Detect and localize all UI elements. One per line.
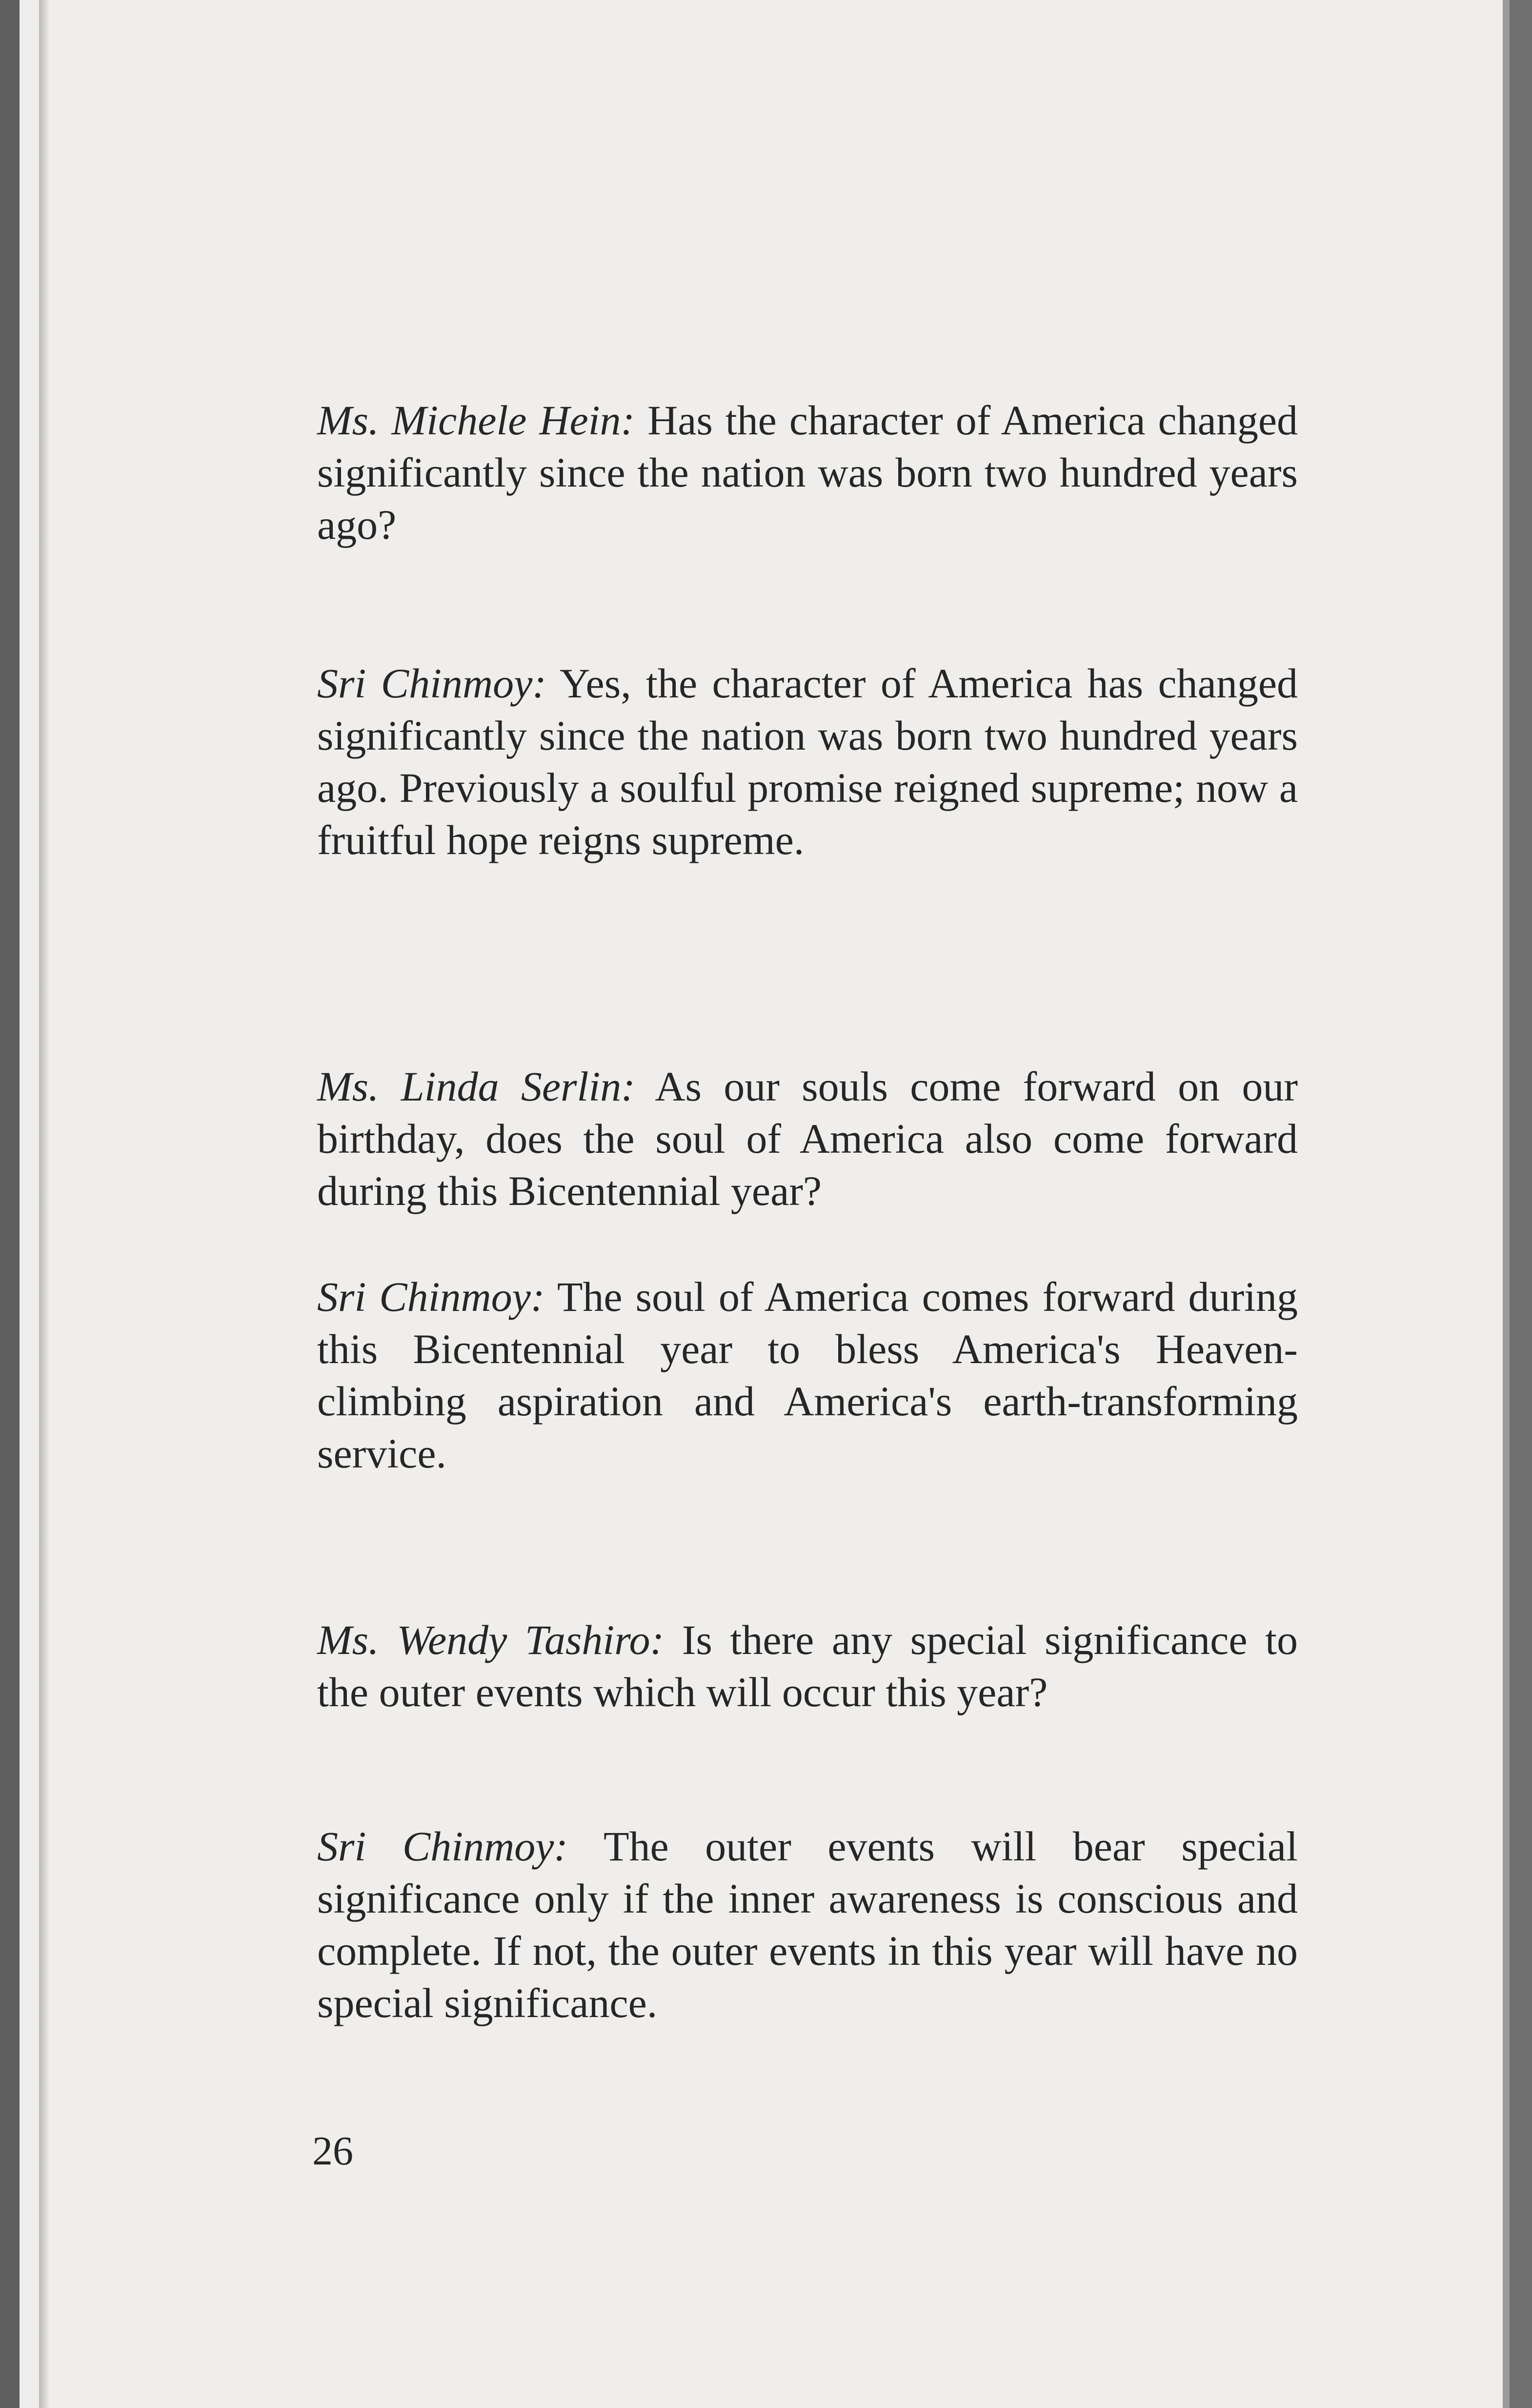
question-2 <box>317 1061 1298 1217</box>
question-3 <box>317 1614 1298 1718</box>
page-edge-shadow <box>39 0 50 2408</box>
speaker-name: Ms. Michele Hein: <box>317 397 635 444</box>
speaker-name: Ms. Linda Serlin: <box>317 1063 635 1110</box>
question-text: Is there any special significance to the outer events which will occur this year? <box>317 1616 1298 1715</box>
answer-1 <box>317 657 1298 866</box>
answer-2 <box>317 1271 1298 1480</box>
speaker-name: Sri Chinmoy: <box>317 1273 545 1320</box>
speaker-name: Sri Chinmoy: <box>317 1823 568 1870</box>
question-text: As our souls come forward on our birthday, does the soul of America also come forward during this Bicentennial year? <box>317 1063 1298 1214</box>
answer-text: The outer events will bear special significance only if the inner awareness is conscious and complete. If not, the outer events in this year will have no special significance. <box>317 1823 1298 2026</box>
answer-text: Yes, the character of America has changed significantly since the nation was born two hundred years ago. Previously a soulful promise reigned supreme; now a fruitful hope reigns supreme. <box>317 660 1298 863</box>
scan-border <box>0 0 20 2408</box>
answer-text: The soul of America comes forward during this Bicentennial year to bless America's Heaven-climbing aspiration and America's earth-transforming service. <box>317 1273 1298 1477</box>
question-text: Has the character of America changed significantly since the nation was born two hundred years ago? <box>317 397 1298 548</box>
speaker-name: Sri Chinmoy: <box>317 660 546 707</box>
question-1 <box>317 394 1298 551</box>
speaker-name: Ms. Wendy Tashiro: <box>317 1616 665 1663</box>
page-number: 26 <box>312 2128 353 2174</box>
answer-3 <box>317 1820 1298 2029</box>
